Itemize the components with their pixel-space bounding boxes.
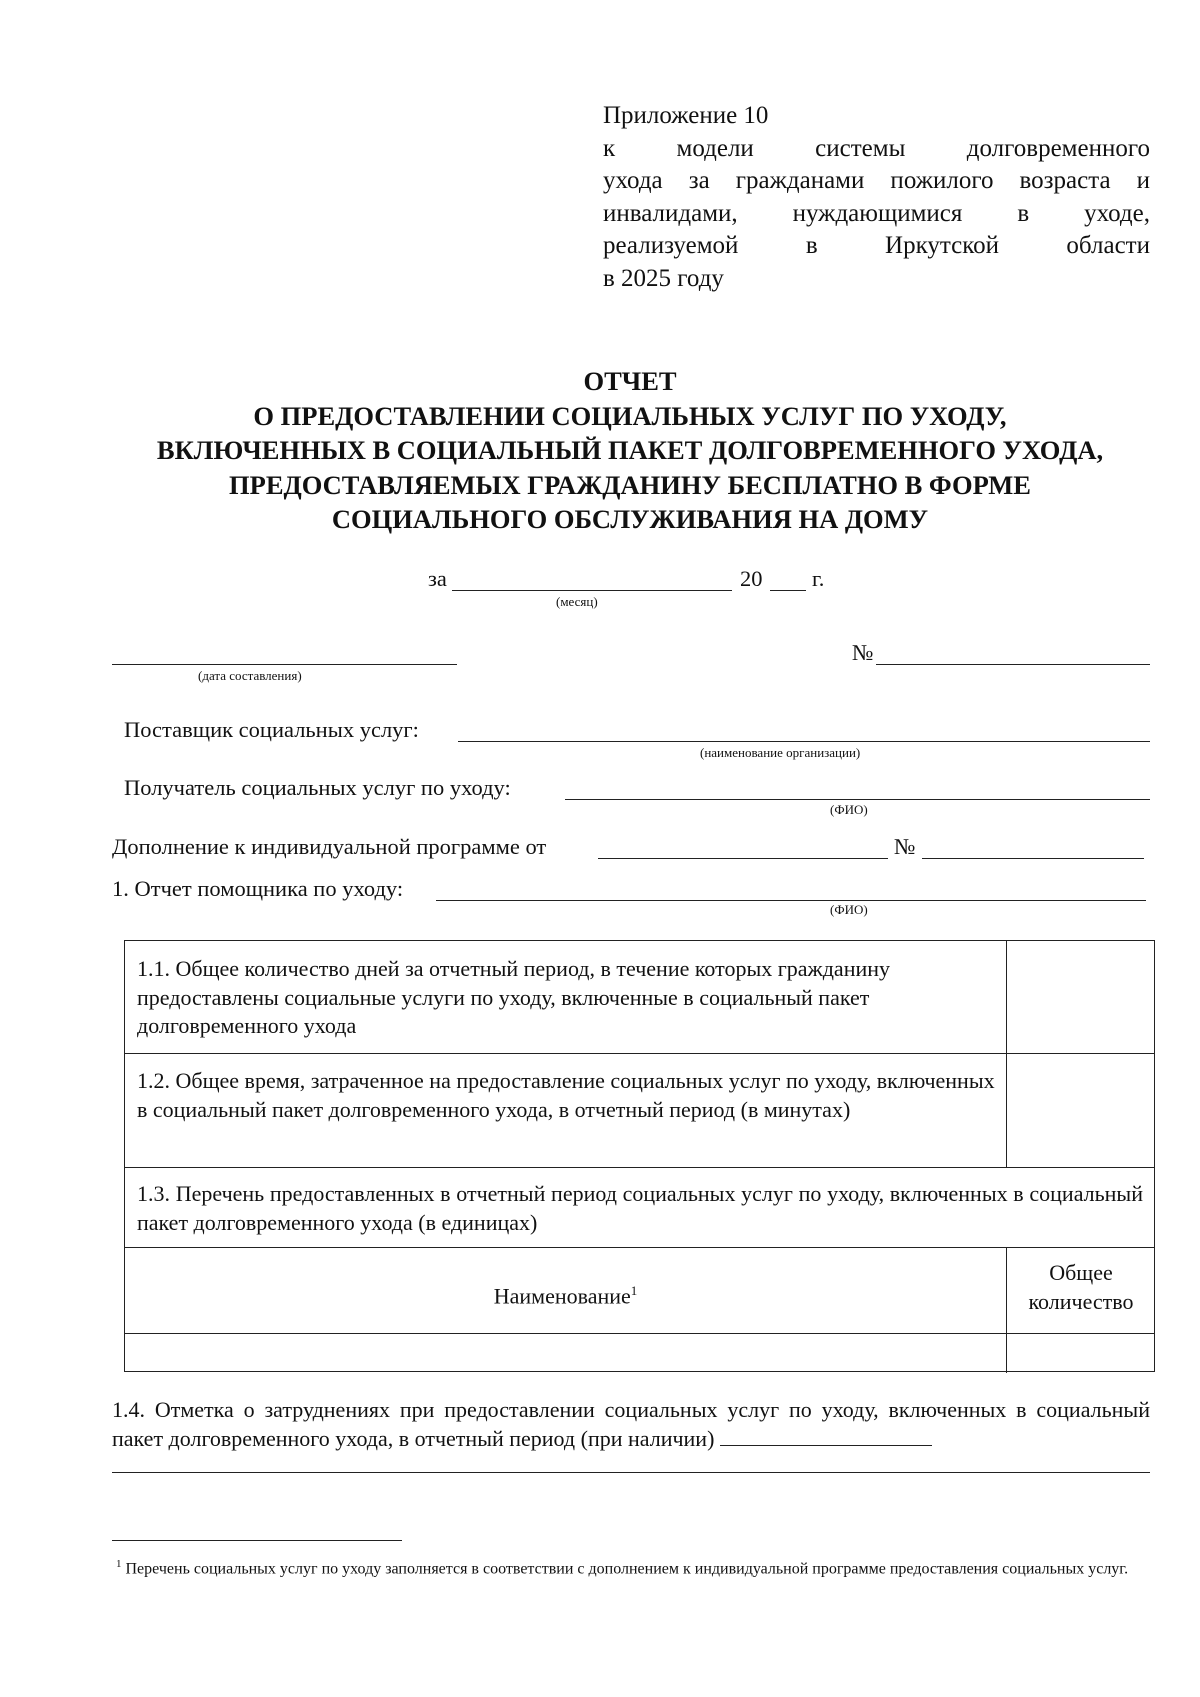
appendix-line: к модели системы долговременного — [603, 134, 1150, 162]
service-name-cell[interactable] — [125, 1334, 1006, 1372]
period-prefix: за — [428, 566, 447, 591]
number-field[interactable] — [876, 664, 1150, 665]
addendum-number-label: № — [894, 834, 916, 859]
assistant-caption: (ФИО) — [830, 902, 868, 917]
provider-field[interactable] — [458, 741, 1150, 742]
appendix-block — [603, 100, 1150, 295]
footnote-text: Перечень социальных услуг по уходу заполняется в соответствии с дополнением к индивидуальной программе предоставления социальных услуг. — [125, 1560, 1129, 1578]
addendum-label: Дополнение к индивидуальной программе от — [112, 834, 547, 859]
appendix-number: Приложение 10 — [603, 102, 769, 129]
report-title — [60, 364, 1200, 537]
report-table — [124, 940, 1155, 1372]
date-field[interactable] — [112, 664, 457, 665]
footnote-separator — [112, 1540, 402, 1541]
date-caption: (дата составления) — [198, 668, 302, 683]
year-field[interactable] — [770, 590, 806, 591]
title-line: ВКЛЮЧЕННЫХ В СОЦИАЛЬНЫЙ ПАКЕТ ДОЛГОВРЕМЕННОГО УХОДА, — [156, 435, 1104, 465]
appendix-line: инвалидами, нуждающимися в уходе, — [603, 199, 1150, 227]
appendix-line: ухода за гражданами пожилого возраста и — [603, 167, 1150, 194]
difficulties-extra-field[interactable] — [112, 1472, 1150, 1473]
table-row-services: 1.3. Перечень предоставленных в отчетный период социальных услуг по уходу, включенных в социальный пакет долговременного ухода (в единицах) — [137, 1181, 1143, 1235]
table-divider — [125, 1247, 1154, 1248]
month-field[interactable] — [452, 590, 732, 591]
table-divider — [125, 1167, 1154, 1168]
table-row-time: 1.2. Общее время, затраченное на предоставление социальных услуг по уходу, включенных в социальный пакет долговременного ухода, в отчетный период (в минутах) — [137, 1068, 995, 1122]
table-row-days: 1.1. Общее количество дней за отчетный период, в течение которых гражданину предоставлены социальные услуги по уходу, включенные в социальный пакет долговременного ухода — [137, 956, 891, 1038]
footnote — [116, 1552, 1150, 1581]
appendix-line: в 2025 году — [603, 264, 724, 292]
assistant-label: 1. Отчет помощника по уходу: — [112, 876, 404, 901]
month-caption: (месяц) — [556, 594, 598, 609]
number-label: № — [852, 640, 874, 665]
year-suffix: г. — [812, 566, 825, 591]
addendum-number-field[interactable] — [922, 858, 1144, 859]
table-divider — [125, 1053, 1154, 1054]
title-line: ОТЧЕТ — [583, 366, 677, 396]
recipient-field[interactable] — [565, 799, 1150, 800]
title-line: СОЦИАЛЬНОГО ОБСЛУЖИВАНИЯ НА ДОМУ — [331, 504, 929, 534]
difficulties-field[interactable] — [720, 1444, 932, 1446]
difficulties-text: 1.4. Отметка о затруднениях при предоставлении социальных услуг по уходу, включенных в социальный пакет долговременного ухода, в отчетный период (при наличии) — [112, 1397, 1150, 1451]
title-line: О ПРЕДОСТАВЛЕНИИ СОЦИАЛЬНЫХ УСЛУГ ПО УХОДУ, — [253, 400, 1007, 431]
time-value-cell[interactable] — [1007, 1054, 1155, 1167]
footnote-mark: 1 — [630, 1283, 638, 1298]
provider-caption: (наименование организации) — [700, 745, 861, 760]
recipient-label: Получатель социальных услуг по уходу: — [124, 775, 511, 800]
column-header-total: Общее количество — [1028, 1260, 1134, 1314]
days-value-cell[interactable] — [1007, 941, 1155, 1053]
recipient-caption: (ФИО) — [830, 802, 868, 817]
provider-label: Поставщик социальных услуг: — [124, 717, 419, 742]
column-header-name: Наименование$^1$ — [493, 1283, 638, 1309]
title-line: ПРЕДОСТАВЛЯЕМЫХ ГРАЖДАНИНУ БЕСПЛАТНО В ФОРМЕ — [229, 469, 1031, 500]
year-prefix: 20 — [740, 566, 763, 591]
footnote-number: 1 — [116, 1558, 122, 1570]
appendix-line: реализуемой в Иркутской области — [603, 232, 1150, 259]
assistant-field[interactable] — [436, 900, 1146, 901]
addendum-date-field[interactable] — [598, 858, 888, 859]
service-total-cell[interactable] — [1007, 1334, 1155, 1372]
